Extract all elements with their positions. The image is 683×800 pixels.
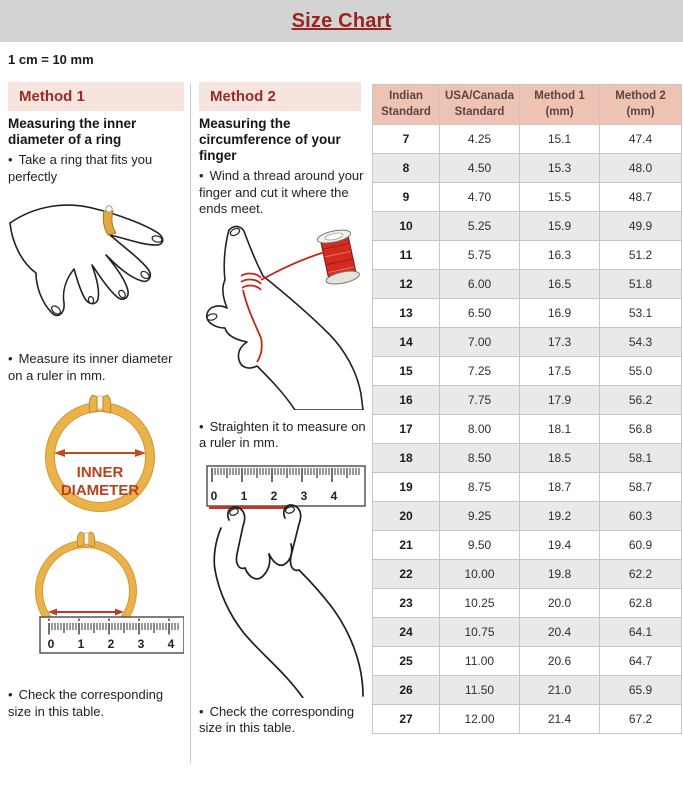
ruler-number: 0 bbox=[210, 488, 218, 503]
table-cell: 18 bbox=[373, 444, 440, 473]
table-cell: 21 bbox=[373, 531, 440, 560]
table-cell: 17.5 bbox=[520, 357, 600, 386]
table-cell: 7.25 bbox=[440, 357, 520, 386]
ruler-number: 0 bbox=[47, 637, 55, 651]
table-cell: 62.8 bbox=[600, 589, 682, 618]
table-cell: 23 bbox=[373, 589, 440, 618]
table-row bbox=[373, 676, 682, 705]
table-cell: 11.00 bbox=[440, 647, 520, 676]
table-cell: 8 bbox=[373, 154, 440, 183]
table-cell: 20.0 bbox=[520, 589, 600, 618]
scale-note: 1 cm = 10 mm bbox=[8, 52, 94, 67]
ruler-number: 4 bbox=[330, 488, 338, 503]
method1-bullet-2 bbox=[8, 351, 184, 384]
method2-bullet-3 bbox=[199, 704, 367, 737]
thread-spool bbox=[316, 227, 360, 286]
table-row bbox=[373, 618, 682, 647]
ruler-number: 1 bbox=[77, 637, 85, 651]
hand-with-thread-illustration bbox=[199, 220, 367, 410]
table-cell: 51.8 bbox=[600, 270, 682, 299]
method2-bullet-1 bbox=[199, 168, 367, 218]
table-cell: 20.4 bbox=[520, 618, 600, 647]
ring-gem bbox=[106, 206, 112, 212]
table-cell: 8.50 bbox=[440, 444, 520, 473]
bullet-dot: • bbox=[8, 351, 13, 366]
method1-header-label: Method 1 bbox=[19, 88, 85, 105]
ring-on-ruler-illustration bbox=[8, 527, 184, 675]
table-cell: 15.5 bbox=[520, 183, 600, 212]
table-cell: 15.9 bbox=[520, 212, 600, 241]
inner-diameter-label-line2: DIAMETER bbox=[60, 482, 140, 499]
page-title: Size Chart bbox=[291, 9, 392, 32]
table-cell: 24 bbox=[373, 618, 440, 647]
table-cell: 67.2 bbox=[600, 705, 682, 734]
table-cell: 60.9 bbox=[600, 531, 682, 560]
table-cell: 8.00 bbox=[440, 415, 520, 444]
ring-prong bbox=[103, 395, 111, 413]
bullet-dot: • bbox=[8, 152, 13, 167]
ruler-with-fingers-illustration bbox=[199, 458, 367, 698]
table-cell: 13 bbox=[373, 299, 440, 328]
col-header-method2-mm: Method 2 (mm) bbox=[600, 85, 682, 125]
table-row bbox=[373, 589, 682, 618]
table-row bbox=[373, 212, 682, 241]
method2-header bbox=[199, 82, 361, 111]
ring-gem bbox=[98, 396, 103, 409]
bullet-dot: • bbox=[199, 703, 204, 719]
table-cell: 56.8 bbox=[600, 415, 682, 444]
method2-header-label: Method 2 bbox=[210, 88, 276, 105]
table-cell: 26 bbox=[373, 676, 440, 705]
ruler-number: 3 bbox=[300, 488, 308, 503]
col-header-method1-mm: Method 1 (mm) bbox=[520, 85, 600, 125]
table-cell: 15.3 bbox=[520, 154, 600, 183]
table-row bbox=[373, 705, 682, 734]
ruler-number: 1 bbox=[240, 488, 248, 503]
table-row bbox=[373, 183, 682, 212]
table-cell: 55.0 bbox=[600, 357, 682, 386]
method2-column bbox=[199, 82, 367, 737]
column-divider bbox=[190, 84, 191, 763]
table-cell: 5.75 bbox=[440, 241, 520, 270]
table-cell: 47.4 bbox=[600, 125, 682, 154]
thread bbox=[261, 252, 325, 280]
table-cell: 8.75 bbox=[440, 473, 520, 502]
table-cell: 22 bbox=[373, 560, 440, 589]
table-cell: 21.0 bbox=[520, 676, 600, 705]
ring-prong bbox=[89, 395, 97, 413]
table-row bbox=[373, 125, 682, 154]
table-row bbox=[373, 241, 682, 270]
ring-size-table bbox=[372, 84, 682, 734]
col-header-usa-canada-standard: USA/Canada Standard bbox=[440, 85, 520, 125]
table-cell: 19 bbox=[373, 473, 440, 502]
table-cell: 17 bbox=[373, 415, 440, 444]
ring-prong bbox=[88, 532, 95, 547]
table-cell: 65.9 bbox=[600, 676, 682, 705]
table-cell: 18.5 bbox=[520, 444, 600, 473]
table-cell: 53.1 bbox=[600, 299, 682, 328]
table-cell: 9.25 bbox=[440, 502, 520, 531]
table-cell: 10.00 bbox=[440, 560, 520, 589]
table-cell: 20.6 bbox=[520, 647, 600, 676]
table-header-row bbox=[373, 85, 682, 125]
method2-bullet-1-text: Wind a thread around your finger and cut it where the ends meet. bbox=[199, 168, 364, 216]
table-row bbox=[373, 386, 682, 415]
method2-bullet-3-text: Check the corresponding size in this table. bbox=[199, 703, 355, 735]
table-cell: 58.7 bbox=[600, 473, 682, 502]
table-cell: 17.9 bbox=[520, 386, 600, 415]
method2-bullet-2-text: Straighten it to measure on a ruler in mm. bbox=[199, 418, 366, 450]
bullet-dot: • bbox=[199, 418, 204, 434]
hand-fingers bbox=[214, 504, 363, 697]
col-header-indian-standard: Indian Standard bbox=[373, 85, 440, 125]
table-row bbox=[373, 502, 682, 531]
table-cell: 9.50 bbox=[440, 531, 520, 560]
table-row bbox=[373, 531, 682, 560]
ruler-number: 2 bbox=[107, 637, 115, 651]
method1-column bbox=[8, 82, 184, 720]
method1-bullet-1 bbox=[8, 152, 184, 185]
ruler-number: 2 bbox=[270, 488, 278, 503]
table-cell: 21.4 bbox=[520, 705, 600, 734]
table-row bbox=[373, 357, 682, 386]
table-cell: 6.50 bbox=[440, 299, 520, 328]
table-cell: 19.2 bbox=[520, 502, 600, 531]
method1-bullet-3-text: Check the corresponding size in this table. bbox=[8, 687, 164, 719]
bullet-dot: • bbox=[199, 168, 204, 183]
table-cell: 64.1 bbox=[600, 618, 682, 647]
table-cell: 58.1 bbox=[600, 444, 682, 473]
method1-header bbox=[8, 82, 184, 111]
table-cell: 27 bbox=[373, 705, 440, 734]
table-row bbox=[373, 415, 682, 444]
table-cell: 4.25 bbox=[440, 125, 520, 154]
table-cell: 18.7 bbox=[520, 473, 600, 502]
table-cell: 10.25 bbox=[440, 589, 520, 618]
bullet-dot: • bbox=[8, 687, 13, 702]
method1-bullet-1-text: Take a ring that fits you perfectly bbox=[8, 152, 153, 184]
table-cell: 11 bbox=[373, 241, 440, 270]
table-cell: 54.3 bbox=[600, 328, 682, 357]
table-cell: 17.3 bbox=[520, 328, 600, 357]
table-row bbox=[373, 270, 682, 299]
table-cell: 25 bbox=[373, 647, 440, 676]
table-cell: 62.2 bbox=[600, 560, 682, 589]
method1-bullet-3 bbox=[8, 687, 184, 720]
table-cell: 7.75 bbox=[440, 386, 520, 415]
table-cell: 10 bbox=[373, 212, 440, 241]
title-bar bbox=[0, 0, 683, 42]
table-cell: 15.1 bbox=[520, 125, 600, 154]
table-cell: 4.50 bbox=[440, 154, 520, 183]
ring-prong bbox=[77, 532, 84, 547]
method1-subtitle: Measuring the inner diameter of a ring bbox=[8, 116, 137, 147]
table-cell: 19.4 bbox=[520, 531, 600, 560]
table-cell: 5.25 bbox=[440, 212, 520, 241]
inner-diameter-label-line1: INNER bbox=[76, 464, 124, 481]
table-cell: 12 bbox=[373, 270, 440, 299]
method2-bullet-2 bbox=[199, 419, 367, 452]
table-cell: 15 bbox=[373, 357, 440, 386]
size-table-body bbox=[373, 125, 682, 734]
table-row bbox=[373, 154, 682, 183]
table-cell: 16.5 bbox=[520, 270, 600, 299]
table-cell: 56.2 bbox=[600, 386, 682, 415]
table-cell: 12.00 bbox=[440, 705, 520, 734]
table-cell: 51.2 bbox=[600, 241, 682, 270]
table-cell: 10.75 bbox=[440, 618, 520, 647]
table-row bbox=[373, 473, 682, 502]
table-cell: 9 bbox=[373, 183, 440, 212]
table-row bbox=[373, 328, 682, 357]
table-cell: 20 bbox=[373, 502, 440, 531]
table-cell: 16.3 bbox=[520, 241, 600, 270]
ruler-number: 4 bbox=[167, 637, 175, 651]
table-cell: 16.9 bbox=[520, 299, 600, 328]
table-cell: 18.1 bbox=[520, 415, 600, 444]
table-row bbox=[373, 299, 682, 328]
table-cell: 49.9 bbox=[600, 212, 682, 241]
ring-inner-diameter-illustration bbox=[8, 389, 184, 517]
table-cell: 64.7 bbox=[600, 647, 682, 676]
hand-with-ring-illustration bbox=[8, 193, 184, 343]
table-cell: 7 bbox=[373, 125, 440, 154]
table-cell: 60.3 bbox=[600, 502, 682, 531]
table-cell: 48.0 bbox=[600, 154, 682, 183]
table-cell: 7.00 bbox=[440, 328, 520, 357]
ruler-number: 3 bbox=[137, 637, 145, 651]
table-cell: 48.7 bbox=[600, 183, 682, 212]
method1-bullet-2-text: Measure its inner diameter on a ruler in mm. bbox=[8, 351, 173, 383]
table-cell: 16 bbox=[373, 386, 440, 415]
ring-gem bbox=[85, 533, 89, 544]
table-row bbox=[373, 647, 682, 676]
table-row bbox=[373, 560, 682, 589]
table-cell: 4.70 bbox=[440, 183, 520, 212]
table-cell: 14 bbox=[373, 328, 440, 357]
table-cell: 6.00 bbox=[440, 270, 520, 299]
table-cell: 19.8 bbox=[520, 560, 600, 589]
table-row bbox=[373, 444, 682, 473]
table-cell: 11.50 bbox=[440, 676, 520, 705]
method2-subtitle: Measuring the circumference of your finger bbox=[199, 116, 341, 163]
